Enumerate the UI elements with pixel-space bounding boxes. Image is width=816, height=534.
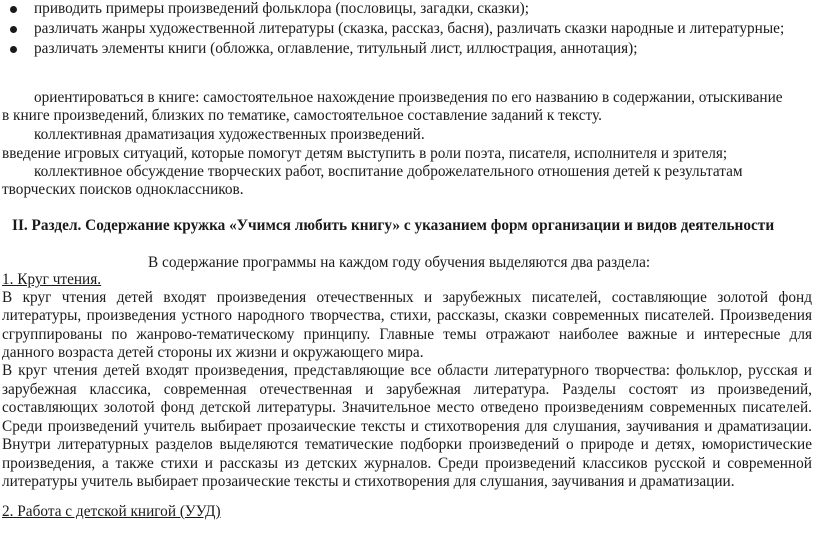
intro-line-4: введение игровых ситуаций, которые помогут детям выступить в роли поэта, писателя, исполнителя и зрителя; (2, 145, 728, 162)
part1-line-7: составляющих золотой фонд детской литературы. Значительное место отведено произведениям современных писателей. (2, 399, 812, 416)
intro-line-2: в книге произведений, близких по тематике, самостоятельное составление заданий к тексту. (2, 107, 602, 124)
bullet-item-1: приводить примеры произведений фольклора (пословицы, загадки, сказки); (34, 0, 530, 17)
section-heading: II. Раздел. Содержание кружка «Учимся любить книгу» с указанием форм организации и видов деятельности (12, 217, 775, 234)
part2-title: 2. Работа с детской книгой (УУД) (2, 503, 221, 520)
part1-line-9: Внутри литературных разделов выделяются тематические подборки произведений о природе и детях, юмористические (2, 436, 812, 453)
intro-line-5: коллективное обсуждение творческих работ, воспитание доброжелательного отношения детей к результатам (34, 163, 743, 180)
bullet-item-3: различать элементы книги (обложка, оглавление, титульный лист, иллюстрация, аннотация); (34, 40, 638, 57)
section-intro: В содержание программы на каждом году обучения выделяются два раздела: (148, 254, 651, 271)
bullet-icon (10, 46, 17, 53)
part1-line-1: В круг чтения детей входят произведения отечественных и зарубежных писателей, составляющие золотой фонд (2, 289, 812, 306)
part1-line-10: произведения, а также стихи и рассказы из детских журналов. Среди произведений классиков русской и современной (2, 455, 812, 472)
intro-line-1: ориентироваться в книге: самостоятельное нахождение произведения по его названию в содержании, отыскивание (34, 89, 783, 106)
part1-title: 1. Круг чтения. (2, 271, 102, 288)
intro-line-3: коллективная драматизация художественных произведений. (34, 126, 425, 143)
bullet-item-2: различать жанры художественной литературы (сказка, рассказ, басня), различать сказки народные и литературные; (34, 20, 785, 37)
part1-line-4: данного возраста детей стороны их жизни и окружающего мира. (2, 344, 424, 361)
part1-line-2: литературы, произведения устного народного творчества, стихи, рассказы, сказки современных писателей. Произведения (2, 307, 812, 324)
part1-line-3: сгруппированы по жанрово-тематическому принципу. Главные темы отражают наиболее важные и интересные для (2, 326, 812, 343)
bullet-icon (10, 26, 17, 33)
part1-line-6: зарубежная классика, современная отечественная и зарубежная литература. Разделы состоят из произведений, (2, 381, 812, 398)
intro-line-6: творческих поисков одноклассников. (2, 181, 244, 198)
part1-line-5: В круг чтения детей входят произведения, представляющие все области литературного творчества: фольклор, русская и (2, 362, 812, 379)
part1-line-8: Среди произведений учитель выбирает прозаические тексты и стихотворения для слушания, заучивания и драматизации. (2, 418, 812, 435)
part1-line-11: литературы учитель выбирает прозаические тексты и стихотворения для слушания, заучивания и драматизации. (2, 473, 735, 490)
bullet-icon (10, 6, 17, 13)
